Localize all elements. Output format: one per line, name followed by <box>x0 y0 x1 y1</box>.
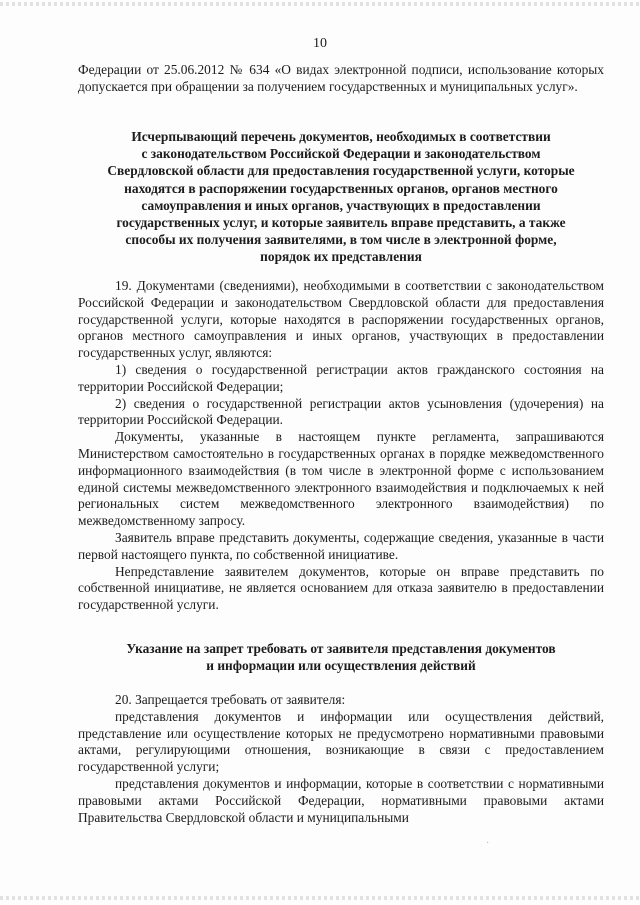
heading-line: способы их получения заявителями, в том числе в электронной форме, <box>125 232 557 248</box>
paragraph: Заявитель вправе представить документы, содержащие сведения, указанные в части первой настоящего пункта, по собственной инициативе. <box>78 529 604 562</box>
heading-line: Указание на запрет требовать от заявителя представления документов <box>126 641 556 656</box>
heading-prohibition <box>78 640 604 674</box>
heading-line: находятся в распоряжении государственных органов, органов местного <box>124 180 558 196</box>
scan-edge-top <box>0 2 640 6</box>
scan-edge-bottom <box>0 896 640 900</box>
intro-paragraph: Федерации от 25.06.2012 № 634 «О видах электронной подписи, использование которых допускается при обращении за получением государственных и муниципальных услуг». <box>78 62 604 94</box>
scan-speck: · <box>486 838 490 849</box>
paragraph: Документы, указанные в настоящем пункте регламента, запрашиваются Министерством самостоятельно в государственных органах в порядке межведомственного информационного взаимодействия (в том числе в электронной форме с использованием единой системы межведомственного электронного взаимодействия и подключаемых к ней региональных систем межведомственного электронного взаимодействия) по межведомственному запросу. <box>78 429 604 529</box>
paragraph: представления документов и информации или осуществления действий, представление или осуществление которых не предусмотрено нормативными правовыми актами, регулирующими отношения, возникающие в связи с предоставлением государственной услуги; <box>78 708 604 775</box>
paragraph: Непредставление заявителем документов, которые он вправе представить по собственной инициативе, не является основанием для отказа заявителю в предоставлении государственной услуги. <box>78 563 604 613</box>
paragraph: 19. Документами (сведениями), необходимыми в соответствии с законодательством Российской Федерации и законодательством Свердловской области для предоставления государственной услуги, которые находятся в распоряжении государственных органов, органов местного самоуправления и иных органов, участвующих в предоставлении государственных услуг, являются: <box>78 278 604 361</box>
page-number: 10 <box>313 36 327 51</box>
paragraph: представления документов и информации, которые в соответствии с нормативными правовыми актами Российской Федерации, нормативными правовыми актами Правительства Свердловской области и муниципальными <box>78 775 604 825</box>
list-item: 2) сведения о государственной регистрации актов усыновления (удочерения) на территории Российской Федерации. <box>78 395 604 428</box>
heading-line: Свердловской области для предоставления государственной услуги, которые <box>107 163 575 179</box>
list-item: 1) сведения о государственной регистрации актов гражданского состояния на территории Российской Федерации; <box>78 361 604 394</box>
heading-line: порядок их представления <box>260 249 422 265</box>
heading-line: государственных услуг, и которые заявитель вправе представить, а также <box>116 215 566 231</box>
heading-line: Исчерпывающий перечень документов, необходимых в соответствии <box>131 129 551 144</box>
heading-line: и информации или осуществления действий <box>206 658 476 674</box>
heading-line: самоуправления и иных органов, участвующих в предоставлении <box>141 197 541 213</box>
heading-documents-list <box>78 128 604 266</box>
heading-line: с законодательством Российской Федерации и законодательством <box>141 146 541 162</box>
section-19 <box>78 278 604 614</box>
section-20 <box>78 692 604 826</box>
intro-paragraph-block <box>78 62 604 96</box>
paragraph: 20. Запрещается требовать от заявителя: <box>115 692 346 707</box>
